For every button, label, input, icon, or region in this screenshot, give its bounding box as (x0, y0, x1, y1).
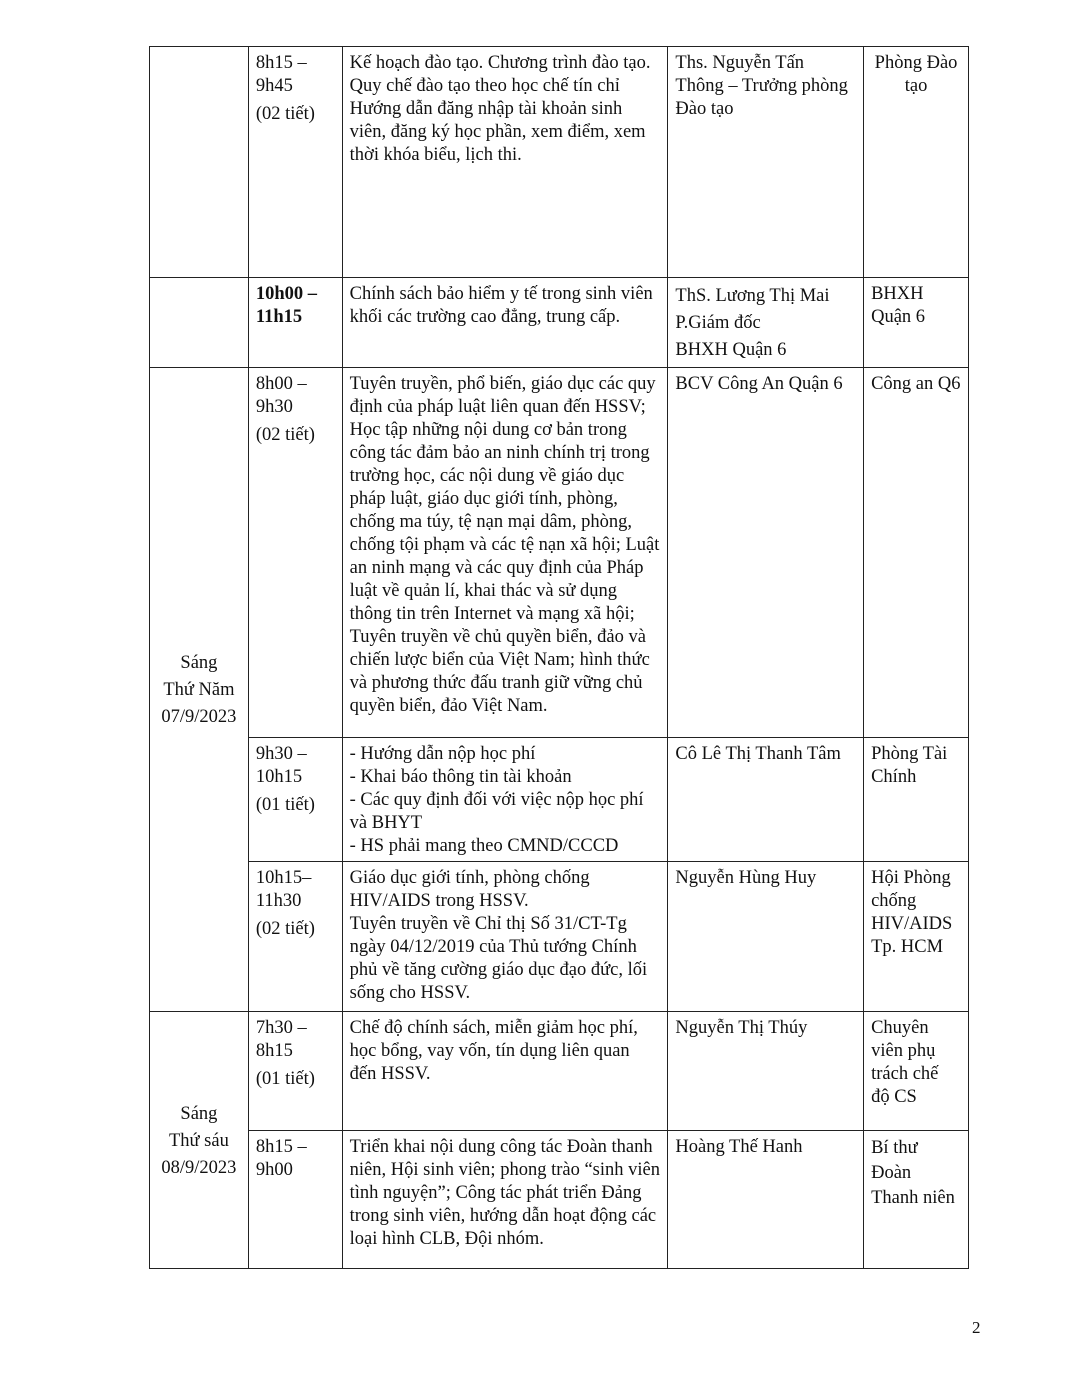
content-paragraph: - Hướng dẫn nộp học phí (349, 744, 536, 764)
presenter-title: P.Giám đốc (675, 313, 761, 333)
content-paragraph: Triển khai nội dung công tác Đoàn thanh niên, Hội sinh viên; phong trào “sinh viên tình nguyện”; Công tác phát triển Đảng trong sinh viên, hướng dẫn hoạt động các loại hình CLB, Đội nhóm. (349, 1137, 660, 1249)
presenter-name: Hoàng Thế Hanh (675, 1137, 803, 1157)
period-count: (01 tiết) (255, 795, 315, 815)
unit-cell (864, 278, 969, 368)
period-count: (02 tiết) (255, 104, 315, 124)
time-start: 8h00 – (255, 374, 307, 394)
time-end: 9h00 (255, 1160, 293, 1180)
time-cell (248, 278, 342, 368)
session-label: Sáng (180, 653, 218, 673)
weekday-label: Thứ Năm (163, 680, 235, 700)
period-count: (02 tiết) (255, 919, 315, 939)
session-label: Sáng (180, 1103, 218, 1124)
content-paragraph: - HS phải mang theo CMND/CCCD (349, 836, 619, 856)
content-paragraph: - Các quy định đối với việc nộp học phí và BHYT (349, 790, 644, 833)
content-paragraph: Quy chế đào tạo theo học chế tín chỉ (349, 76, 620, 96)
unit-name: Bí thư Đoàn (871, 1138, 918, 1183)
presenter-name: Nguyễn Thị Thúy (675, 1018, 808, 1038)
content-cell (342, 47, 668, 278)
time-start: 10h00 – (255, 284, 318, 304)
unit-cell (864, 862, 969, 1012)
presenter-cell (668, 862, 864, 1012)
time-cell (248, 1131, 342, 1269)
time-end: 10h15 (255, 767, 303, 787)
unit-cell (864, 1131, 969, 1269)
presenter-name: Nguyễn Hùng Huy (675, 868, 817, 888)
time-end: 11h15 (255, 307, 303, 327)
content-cell (342, 1012, 668, 1131)
presenter-name: Cô Lê Thị Thanh Tâm (675, 744, 841, 764)
unit-cell (864, 738, 969, 862)
time-cell (248, 738, 342, 862)
time-cell (248, 862, 342, 1012)
schedule-table (149, 46, 969, 1269)
time-end: 8h15 (255, 1041, 293, 1061)
unit-name: BHXH Quận 6 (871, 284, 926, 327)
period-count: (01 tiết) (255, 1069, 315, 1089)
unit-name: Phòng Tài Chính (871, 744, 948, 787)
content-paragraph: Tuyên truyền, phổ biến, giáo dục các quy định của pháp luật liên quan đến HSSV; Học tập những nội dung cơ bản trong công tác đảm bảo an ninh chính trị trong trường học, các nội dung về giáo dục pháp luật, giáo dục giới tính, phòng, chống ma túy, tệ nạn mại dâm, phòng, chống tội phạm và các tệ nạn xã hội; Luật an ninh mạng và các quy định của Pháp luật về quản lí, khai thác và sử dụng thông tin trên Internet và mạng xã hội; (349, 374, 660, 624)
presenter-cell (668, 47, 864, 278)
page-number: 2 (972, 1318, 981, 1337)
content-paragraph: Chế độ chính sách, miễn giảm học phí, học bổng, vay vốn, tín dụng liên quan đến HSSV. (349, 1018, 638, 1084)
table-row (150, 738, 969, 862)
date-label: 07/9/2023 (161, 707, 237, 727)
content-paragraph: Tuyên truyền về Chỉ thị Số 31/CT-Tg ngày 04/12/2019 của Thủ tướng Chính phủ về tăng cường giáo dục đạo đức, lối sống cho HSSV. (349, 914, 648, 1003)
content-paragraph: - Khai báo thông tin tài khoản (349, 767, 572, 787)
time-end: 9h30 (255, 397, 293, 417)
content-cell (342, 862, 668, 1012)
content-paragraph: Hướng dẫn đăng nhập tài khoản sinh viên, đăng ký học phần, xem điểm, xem thời khóa biểu, lịch thi. (349, 99, 646, 165)
unit-name: Phòng Đào tạo (874, 53, 958, 96)
time-start: 7h30 – (255, 1018, 307, 1038)
content-cell (342, 368, 668, 738)
content-cell (342, 278, 668, 368)
content-paragraph: Tuyên truyền về chủ quyền biển, đảo và chiến lược biển của Việt Nam; hình thức và phương thức đấu tranh giữ vững chủ quyền biển, đảo Việt Nam. (349, 627, 650, 716)
content-cell (342, 1131, 668, 1269)
table-row (150, 278, 969, 368)
unit-cell (864, 47, 969, 278)
time-end: 11h30 (255, 891, 302, 911)
date-label: 08/9/2023 (161, 1157, 237, 1178)
day-cell (150, 1012, 249, 1269)
presenter-name: BCV Công An Quận 6 (675, 374, 843, 394)
weekday-label: Thứ sáu (168, 1130, 229, 1151)
unit-cell (864, 368, 969, 738)
content-cell (342, 738, 668, 862)
presenter-org: BHXH Quận 6 (675, 340, 787, 360)
time-start: 8h15 – (255, 53, 307, 73)
unit-name: Công an Q6 (871, 374, 961, 394)
table-row (150, 368, 969, 738)
content-paragraph: Kế hoạch đào tạo. Chương trình đào tạo. (349, 53, 651, 73)
time-start: 8h15 – (255, 1137, 307, 1157)
day-cell-empty (150, 47, 249, 278)
presenter-name: ThS. Lương Thị Mai (675, 286, 830, 306)
time-start: 9h30 – (255, 744, 307, 764)
table-row (150, 47, 969, 278)
presenter-cell (668, 368, 864, 738)
unit-name: Chuyên viên phụ trách chế độ CS (871, 1018, 939, 1107)
table-row (150, 1131, 969, 1269)
unit-cell (864, 1012, 969, 1131)
presenter-name: Ths. Nguyễn Tấn Thông – Trưởng phòng Đào tạo (675, 53, 848, 119)
time-end: 9h45 (255, 76, 293, 96)
period-count: (02 tiết) (255, 425, 315, 445)
day-cell (150, 368, 249, 1012)
presenter-cell (668, 1131, 864, 1269)
time-cell (248, 47, 342, 278)
content-paragraph: Giáo dục giới tính, phòng chống HIV/AIDS trong HSSV. (349, 868, 590, 911)
time-cell (248, 1012, 342, 1131)
presenter-cell (668, 278, 864, 368)
content-paragraph: Chính sách bảo hiểm y tế trong sinh viên khối các trường cao đẳng, trung cấp. (349, 284, 653, 327)
time-start: 10h15– (255, 868, 312, 888)
table-row (150, 862, 969, 1012)
time-cell (248, 368, 342, 738)
day-cell-empty (150, 278, 249, 368)
table-row (150, 1012, 969, 1131)
presenter-cell (668, 738, 864, 862)
presenter-cell (668, 1012, 864, 1131)
unit-name: Thanh niên (871, 1188, 955, 1208)
unit-name: Hội Phòng chống HIV/AIDS Tp. HCM (871, 868, 953, 957)
